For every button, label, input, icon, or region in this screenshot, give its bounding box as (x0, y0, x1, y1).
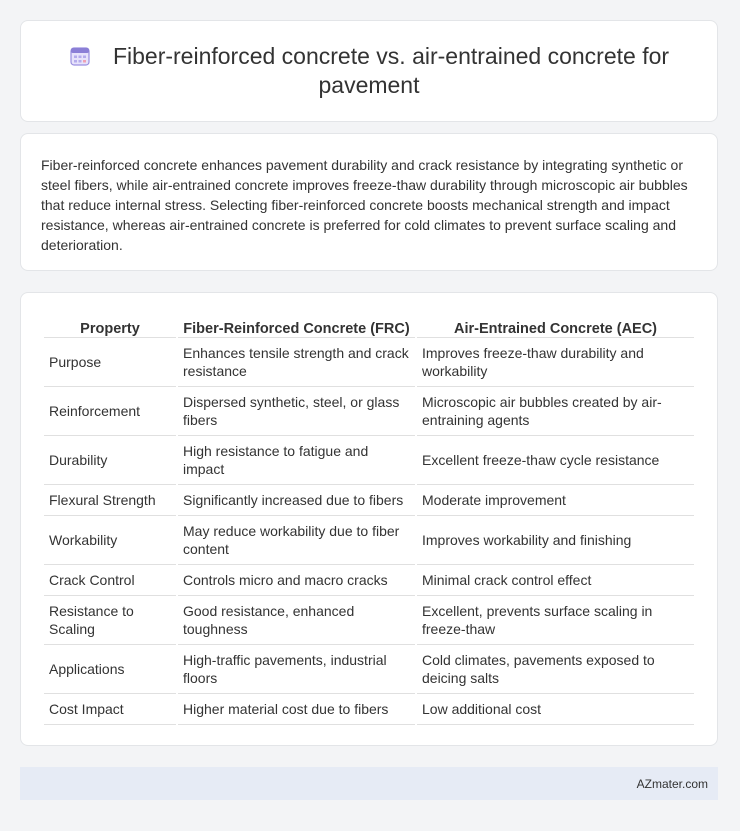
table-row (44, 565, 694, 596)
property-cell: Crack Control (44, 565, 176, 596)
table-row (44, 387, 694, 436)
property-cell: Workability (44, 516, 176, 565)
frc-cell: Enhances tensile strength and crack resistance (178, 338, 415, 387)
frc-cell: Higher material cost due to fibers (178, 694, 415, 725)
column-header-property: Property (44, 313, 176, 338)
property-cell: Durability (44, 436, 176, 485)
page-title: Fiber-reinforced concrete vs. air-entrained concrete for pavement (112, 43, 670, 98)
frc-cell: Good resistance, enhanced toughness (178, 596, 415, 645)
property-cell: Reinforcement (44, 387, 176, 436)
table-row (44, 645, 694, 694)
table-row (44, 596, 694, 645)
footer-site-label: AZmater.com (636, 776, 708, 791)
column-header-frc: Fiber-Reinforced Concrete (FRC) (178, 313, 415, 338)
comparison-table-card (20, 292, 718, 746)
table-row (44, 694, 694, 725)
title-card (20, 20, 718, 122)
aec-cell: Excellent, prevents surface scaling in freeze-thaw (417, 596, 694, 645)
property-cell: Applications (44, 645, 176, 694)
frc-cell: Dispersed synthetic, steel, or glass fibers (178, 387, 415, 436)
table-row (44, 436, 694, 485)
comparison-table (42, 313, 696, 725)
frc-cell: Controls micro and macro cracks (178, 565, 415, 596)
aec-cell: Microscopic air bubbles created by air-entraining agents (417, 387, 694, 436)
aec-cell: Minimal crack control effect (417, 565, 694, 596)
property-cell: Resistance to Scaling (44, 596, 176, 645)
table-row (44, 516, 694, 565)
summary-text: Fiber-reinforced concrete enhances pavement durability and crack resistance by integrating synthetic or steel fibers, while air-entrained concrete improves freeze-thaw durability through microscopic air bubbles that reduce internal stress. Selecting fiber-reinforced concrete boosts mechanical strength and impact resistance, whereas air-entrained concrete is preferred for cold climates to prevent surface scaling and deterioration. (41, 157, 688, 253)
calendar-icon (69, 45, 91, 67)
page-title-container (49, 42, 689, 100)
frc-cell: High-traffic pavements, industrial floors (178, 645, 415, 694)
frc-cell: High resistance to fatigue and impact (178, 436, 415, 485)
aec-cell: Moderate improvement (417, 485, 694, 516)
frc-cell: May reduce workability due to fiber content (178, 516, 415, 565)
table-header-row (44, 313, 694, 338)
aec-cell: Improves workability and finishing (417, 516, 694, 565)
aec-cell: Low additional cost (417, 694, 694, 725)
aec-cell: Cold climates, pavements exposed to deicing salts (417, 645, 694, 694)
property-cell: Cost Impact (44, 694, 176, 725)
frc-cell: Significantly increased due to fibers (178, 485, 415, 516)
table-row (44, 338, 694, 387)
column-header-aec: Air-Entrained Concrete (AEC) (417, 313, 694, 338)
aec-cell: Excellent freeze-thaw cycle resistance (417, 436, 694, 485)
aec-cell: Improves freeze-thaw durability and workability (417, 338, 694, 387)
table-row (44, 485, 694, 516)
property-cell: Flexural Strength (44, 485, 176, 516)
property-cell: Purpose (44, 338, 176, 387)
footer-bar (20, 767, 718, 800)
summary-card (20, 133, 718, 271)
